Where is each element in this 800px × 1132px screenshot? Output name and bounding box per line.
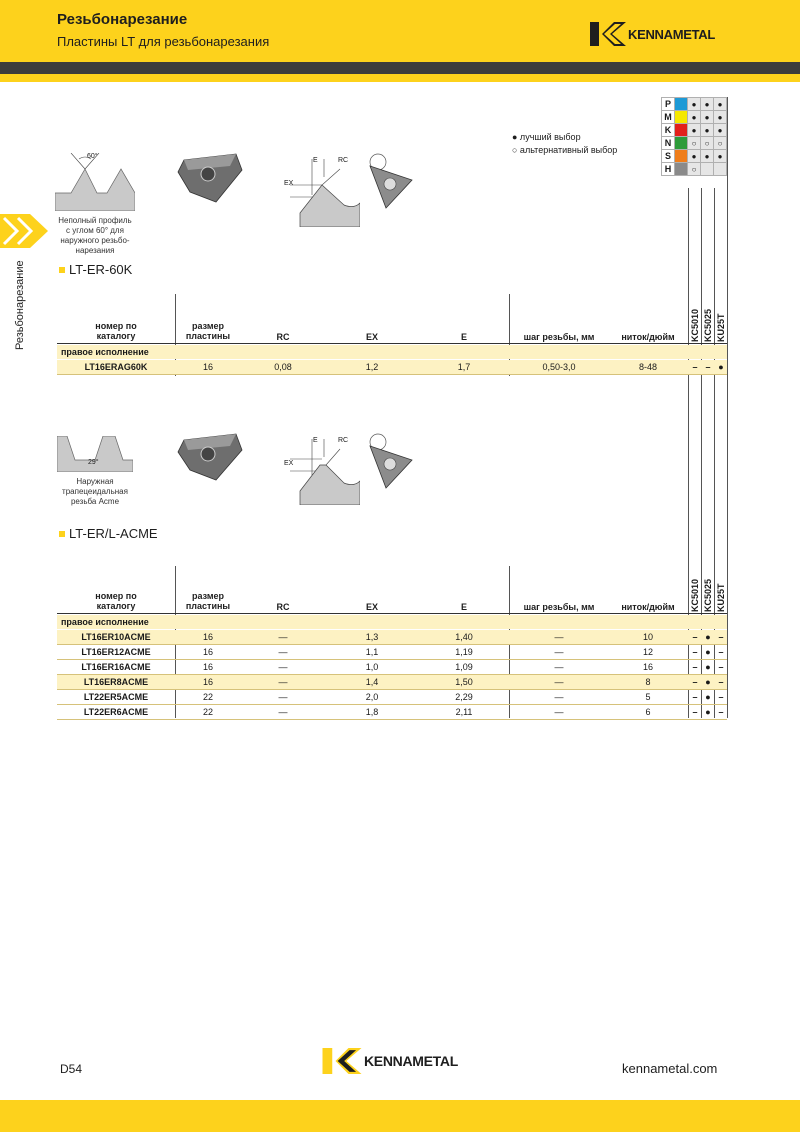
acme-dimension-drawing — [282, 435, 360, 505]
acme-dim-e-label: E — [313, 437, 318, 444]
cell-grade-mark: ● — [705, 632, 711, 642]
material-row — [662, 150, 727, 163]
cell-grade-mark: – — [692, 662, 698, 672]
cell-ex: 1,1 — [365, 647, 379, 657]
material-row — [662, 111, 727, 124]
th-num — [57, 591, 175, 611]
table-row — [57, 690, 727, 704]
row-divider — [57, 374, 727, 375]
side-tab-arrow-icon — [0, 214, 50, 248]
cell-step: — — [554, 632, 564, 642]
insert-dimension-drawing — [282, 155, 360, 227]
th-e: E — [460, 602, 467, 612]
th-grade-3: KU25T — [716, 583, 726, 612]
cell-grade-mark: – — [705, 362, 711, 372]
section1-title-text: LT-ER-60K — [69, 262, 133, 277]
th-num-line: номер по — [95, 321, 137, 331]
table-header-rule — [57, 613, 727, 614]
header-yellow-band — [0, 74, 800, 82]
material-letter: S — [662, 150, 675, 163]
material-grade-mark: ○ — [714, 137, 727, 150]
section2-title — [59, 526, 158, 541]
material-color-swatch — [675, 150, 688, 163]
footer-brand-logo — [322, 1048, 458, 1074]
material-letter: H — [662, 163, 675, 176]
cell-grade-mark: ● — [705, 707, 711, 717]
row-divider — [57, 719, 727, 720]
cell-step: — — [554, 677, 564, 687]
material-grade-mark: ○ — [701, 137, 714, 150]
cell-rc: — — [278, 662, 288, 672]
acme-dim-ex-label: EX — [284, 460, 294, 467]
cell-rc: — — [278, 707, 288, 717]
cell-ex: 1,3 — [365, 632, 379, 642]
material-grade-mark: ● — [701, 150, 714, 163]
section2-title-text: LT-ER/L-ACME — [69, 526, 158, 541]
th-rc: RC — [276, 602, 290, 612]
caption-line: Наружная — [76, 477, 114, 486]
legend-alt: ○ альтернативный выбор — [512, 145, 618, 155]
material-letter: M — [662, 111, 675, 124]
material-row — [662, 137, 727, 150]
cell-grade-mark: – — [718, 632, 724, 642]
caption-line: нарезания — [75, 246, 115, 255]
dim-ex-label: EX — [284, 180, 294, 187]
cell-e: 1,40 — [455, 632, 473, 642]
cell-ex: 1,0 — [365, 662, 379, 672]
cell-grade-mark: – — [692, 632, 698, 642]
brand-name: KENNAMETAL — [628, 26, 716, 42]
caption-line: Неполный профиль — [58, 216, 132, 225]
th-grade-2: KC5025 — [703, 578, 713, 612]
cell-grade-mark: ● — [705, 662, 711, 672]
cell-step: — — [554, 662, 564, 672]
cell-rc: — — [278, 647, 288, 657]
cell-size: 22 — [202, 692, 213, 702]
cell-grade-mark: – — [718, 677, 724, 687]
table-subheading — [57, 615, 727, 629]
subheading-text: правое исполнение — [61, 347, 149, 357]
material-grade-mark: ● — [714, 111, 727, 124]
material-color-swatch — [675, 137, 688, 150]
cell-grade-mark: – — [718, 662, 724, 672]
material-grid — [661, 97, 727, 176]
cell-size: 22 — [202, 707, 213, 717]
cell-step: — — [554, 692, 564, 702]
th-ex: EX — [365, 602, 378, 612]
cell-e: 1,7 — [457, 362, 471, 372]
cell-grade-mark: – — [718, 707, 724, 717]
kennametal-k-icon — [590, 22, 626, 46]
cell-num: LT22ER6ACME — [83, 707, 149, 717]
cell-ex: 1,8 — [365, 707, 379, 717]
table-row — [57, 705, 727, 719]
page-subtitle: Пластины LT для резьбонарезания — [57, 34, 270, 49]
acme-dim-rc-label: RC — [338, 437, 349, 444]
cell-step: 0,50-3,0 — [542, 362, 576, 372]
th-rc: RC — [276, 332, 290, 342]
footer-yellow-band — [0, 1100, 800, 1132]
subheading-text: правое исполнение — [61, 617, 149, 627]
table-row — [57, 645, 727, 659]
cell-tpi: 5 — [645, 692, 651, 702]
th-grade-3: KU25T — [716, 313, 726, 342]
material-color-swatch — [675, 163, 688, 176]
table-row — [57, 675, 727, 689]
cell-e: 1,50 — [455, 677, 473, 687]
section1-title — [59, 262, 132, 277]
material-grade-mark: ● — [714, 98, 727, 111]
acme-caption — [54, 477, 136, 507]
cell-e: 2,11 — [455, 707, 473, 717]
th-size-line: пластины — [185, 331, 231, 341]
table-header-rule — [57, 343, 727, 344]
cell-num: LT16ER10ACME — [81, 632, 151, 642]
th-grade-1: KC5010 — [690, 578, 700, 612]
cell-num: LT16ER16ACME — [81, 662, 151, 672]
caption-line: с углом 60° для — [66, 226, 124, 235]
acme-insert-topview-icon — [366, 432, 420, 490]
caption-line: трапецеидальная — [62, 487, 128, 496]
material-grade-mark: ○ — [688, 137, 701, 150]
legend — [512, 131, 617, 157]
cell-tpi: 12 — [642, 647, 653, 657]
grade-column-divider — [727, 97, 728, 718]
cell-size: 16 — [202, 662, 213, 672]
material-grade-mark — [714, 163, 727, 176]
cell-ex: 1,4 — [365, 677, 379, 687]
th-tpi: ниток/дюйм — [621, 332, 675, 342]
material-grade-mark: ● — [688, 124, 701, 137]
cell-num: LT16ER12ACME — [81, 647, 151, 657]
section-marker-icon — [59, 531, 65, 537]
th-num-line: номер по — [95, 591, 137, 601]
th-size — [175, 321, 241, 341]
material-letter: N — [662, 137, 675, 150]
cell-grade-mark: – — [718, 692, 724, 702]
material-grade-mark: ● — [701, 111, 714, 124]
material-grade-mark: ● — [701, 98, 714, 111]
cell-grade-mark: ● — [718, 362, 724, 372]
page-title: Резьбонарезание — [57, 11, 188, 28]
section-marker-icon — [59, 267, 65, 273]
table-row — [57, 630, 727, 644]
table-subheading — [57, 345, 727, 359]
footer-brand-name: KENNAMETAL — [364, 1053, 458, 1069]
acme-insert-3d-icon — [176, 432, 244, 482]
cell-num: LT16ER8ACME — [83, 677, 149, 687]
page-number: D54 — [60, 1062, 83, 1076]
material-grade-mark: ● — [701, 124, 714, 137]
kennametal-k-icon — [322, 1048, 362, 1074]
cell-rc: — — [278, 677, 288, 687]
brand-logo — [590, 22, 715, 46]
caption-line: резьба Acme — [70, 497, 120, 506]
cell-e: 1,09 — [455, 662, 473, 672]
material-row — [662, 98, 727, 111]
profile-60-drawing — [55, 153, 135, 216]
caption-line: наружного резьбо- — [60, 236, 130, 245]
cell-grade-mark: – — [692, 692, 698, 702]
material-letter: P — [662, 98, 675, 111]
th-size-line: размер — [191, 321, 225, 331]
cell-num: LT22ER5ACME — [83, 692, 149, 702]
profile-angle-label: 60° — [87, 153, 98, 160]
cell-ex: 1,2 — [365, 362, 379, 372]
website-link[interactable]: kennametal.com — [622, 1061, 718, 1076]
th-step: шаг резьбы, мм — [523, 602, 595, 612]
table-row — [57, 360, 727, 374]
cell-ex: 2,0 — [365, 692, 379, 702]
legend-best: ● лучший выбор — [512, 132, 581, 142]
th-num-line: каталогу — [96, 601, 136, 611]
th-size-line: пластины — [185, 601, 231, 611]
cell-grade-mark: ● — [705, 647, 711, 657]
dim-rc-label: RC — [338, 157, 349, 164]
cell-tpi: 8-48 — [638, 362, 657, 372]
cell-e: 2,29 — [455, 692, 473, 702]
cell-tpi: 16 — [642, 662, 653, 672]
material-color-swatch — [675, 98, 688, 111]
th-e: E — [460, 332, 467, 342]
cell-rc: — — [278, 632, 288, 642]
profile-caption — [54, 216, 136, 256]
cell-e: 1,19 — [455, 647, 473, 657]
material-grade-mark: ● — [688, 111, 701, 124]
material-grade-mark: ● — [688, 150, 701, 163]
material-color-swatch — [675, 111, 688, 124]
th-step: шаг резьбы, мм — [523, 332, 595, 342]
cell-grade-mark: – — [692, 677, 698, 687]
insert-topview-icon — [366, 152, 420, 210]
cell-grade-mark: – — [692, 647, 698, 657]
cell-size: 16 — [202, 647, 213, 657]
cell-step: — — [554, 647, 564, 657]
th-num — [57, 321, 175, 341]
material-row — [662, 124, 727, 137]
material-grade-mark: ● — [714, 124, 727, 137]
material-color-swatch — [675, 124, 688, 137]
cell-size: 16 — [202, 677, 213, 687]
side-tab-label: Резьбонарезание — [14, 260, 26, 350]
th-grade-2: KC5025 — [703, 308, 713, 342]
cell-grade-mark: ● — [705, 692, 711, 702]
cell-step: — — [554, 707, 564, 717]
header-dark-band — [0, 62, 800, 74]
cell-rc: — — [278, 692, 288, 702]
profile-acme-drawing — [57, 436, 133, 477]
cell-size: 16 — [202, 632, 213, 642]
th-size — [175, 591, 241, 611]
cell-grade-mark: ● — [705, 677, 711, 687]
material-row — [662, 163, 727, 176]
th-num-line: каталогу — [96, 331, 136, 341]
material-letter: K — [662, 124, 675, 137]
dim-e-label: E — [313, 157, 318, 164]
cell-grade-mark: – — [692, 362, 698, 372]
insert-3d-icon — [176, 152, 246, 204]
cell-num: LT16ERAG60K — [84, 362, 148, 372]
cell-grade-mark: – — [718, 647, 724, 657]
th-size-line: размер — [191, 591, 225, 601]
th-tpi: ниток/дюйм — [621, 602, 675, 612]
th-grade-1: KC5010 — [690, 308, 700, 342]
material-grade-mark: ● — [688, 98, 701, 111]
cell-grade-mark: – — [692, 707, 698, 717]
cell-tpi: 10 — [642, 632, 653, 642]
material-grade-mark — [701, 163, 714, 176]
cell-tpi: 6 — [645, 707, 651, 717]
material-grade-mark: ● — [714, 150, 727, 163]
cell-size: 16 — [202, 362, 213, 372]
material-grade-mark: ○ — [688, 163, 701, 176]
cell-rc: 0,08 — [274, 362, 292, 372]
cell-tpi: 8 — [645, 677, 651, 687]
th-ex: EX — [365, 332, 378, 342]
acme-angle-label: 29° — [88, 459, 99, 466]
table-row — [57, 660, 727, 674]
